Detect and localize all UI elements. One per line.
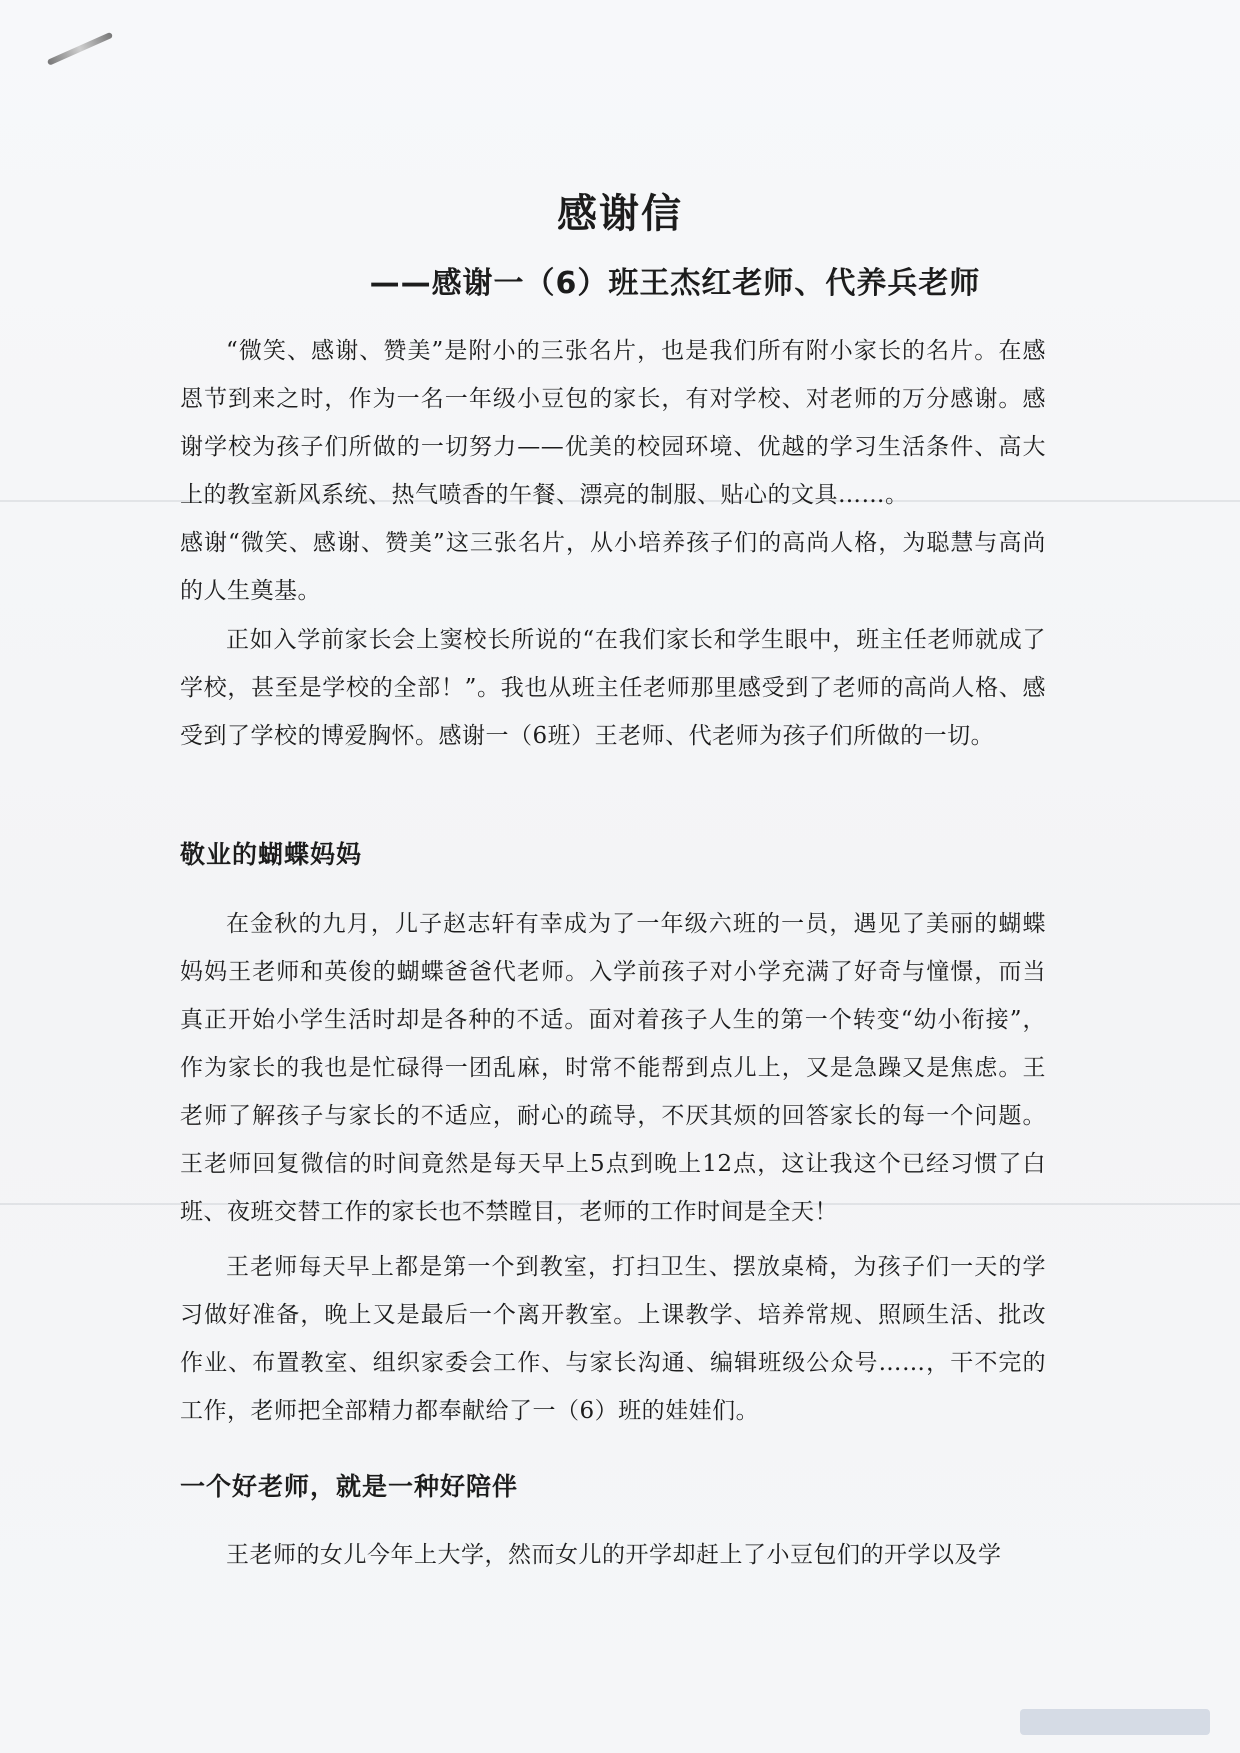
- section-1-paragraph-1: 在金秋的九月，儿子赵志轩有幸成为了一年级六班的一员，遇见了美丽的蝴蝶妈妈王老师和英俊的蝴蝶爸爸代老师。入学前孩子对小学充满了好奇与憧憬，而当真正开始小学生活时却是各种的不适。面对着孩子人生的第一个转变“幼小衔接”，作为家长的我也是忙碌得一团乱麻，时常不能帮到点儿上，又是急躁又是焦虑。王老师了解孩子与家长的不适应，耐心的疏导，不厌其烦的回答家长的每一个问题。王老师回复微信的时间竟然是每天早上5点到晚上12点，这让我这个已经习惯了白班、夜班交替工作的家长也不禁瞠目，老师的工作时间是全天！: [180, 911, 1046, 1225]
- watermark-logo: [1020, 1709, 1210, 1735]
- letter-subtitle: ——感谢一（6）班王杰红老师、代养兵老师: [369, 266, 981, 301]
- staple-icon: [47, 32, 113, 66]
- intro-paragraph-3: 正如入学前家长会上窦校长所说的“在我们家长和学生眼中，班主任老师就成了学校，甚至是学校的全部！”。我也从班主任老师那里感受到了老师的高尚人格、感受到了学校的博爱胸怀。感谢一（6班）王老师、代老师为孩子们所做的一切。: [180, 627, 1046, 749]
- intro-paragraph-2: 感谢“微笑、感谢、赞美”这三张名片，从小培养孩子们的高尚人格，为聪慧与高尚的人生奠基。: [180, 530, 1046, 604]
- section-1-paragraph-2: 王老师每天早上都是第一个到教室，打扫卫生、摆放桌椅，为孩子们一天的学习做好准备，晚上又是最后一个离开教室。上课教学、培养常规、照顾生活、批改作业、布置教室、组织家委会工作、与家长沟通、编辑班级公众号……，干不完的工作，老师把全部精力都奉献给了一（6）班的娃娃们。: [180, 1254, 1046, 1424]
- intro-paragraph-1: “微笑、感谢、赞美”是附小的三张名片，也是我们所有附小家长的名片。在感恩节到来之时，作为一名一年级小豆包的家长，有对学校、对老师的万分感谢。感谢学校为孩子们所做的一切努力——优美的校园环境、优越的学习生活条件、高大上的教室新风系统、热气喷香的午餐、漂亮的制服、贴心的文具……。: [180, 338, 1046, 508]
- section-heading-good-teacher: 一个好老师，就是一种好陪伴: [180, 1472, 519, 1501]
- show-through-text: [180, 140, 202, 169]
- letter-title: 感谢信: [557, 191, 683, 237]
- section-2-paragraph-1: 王老师的女儿今年上大学，然而女儿的开学却赶上了小豆包们的开学以及学: [226, 1542, 1002, 1568]
- section-heading-dedicated-teacher: 敬业的蝴蝶妈妈: [180, 840, 363, 869]
